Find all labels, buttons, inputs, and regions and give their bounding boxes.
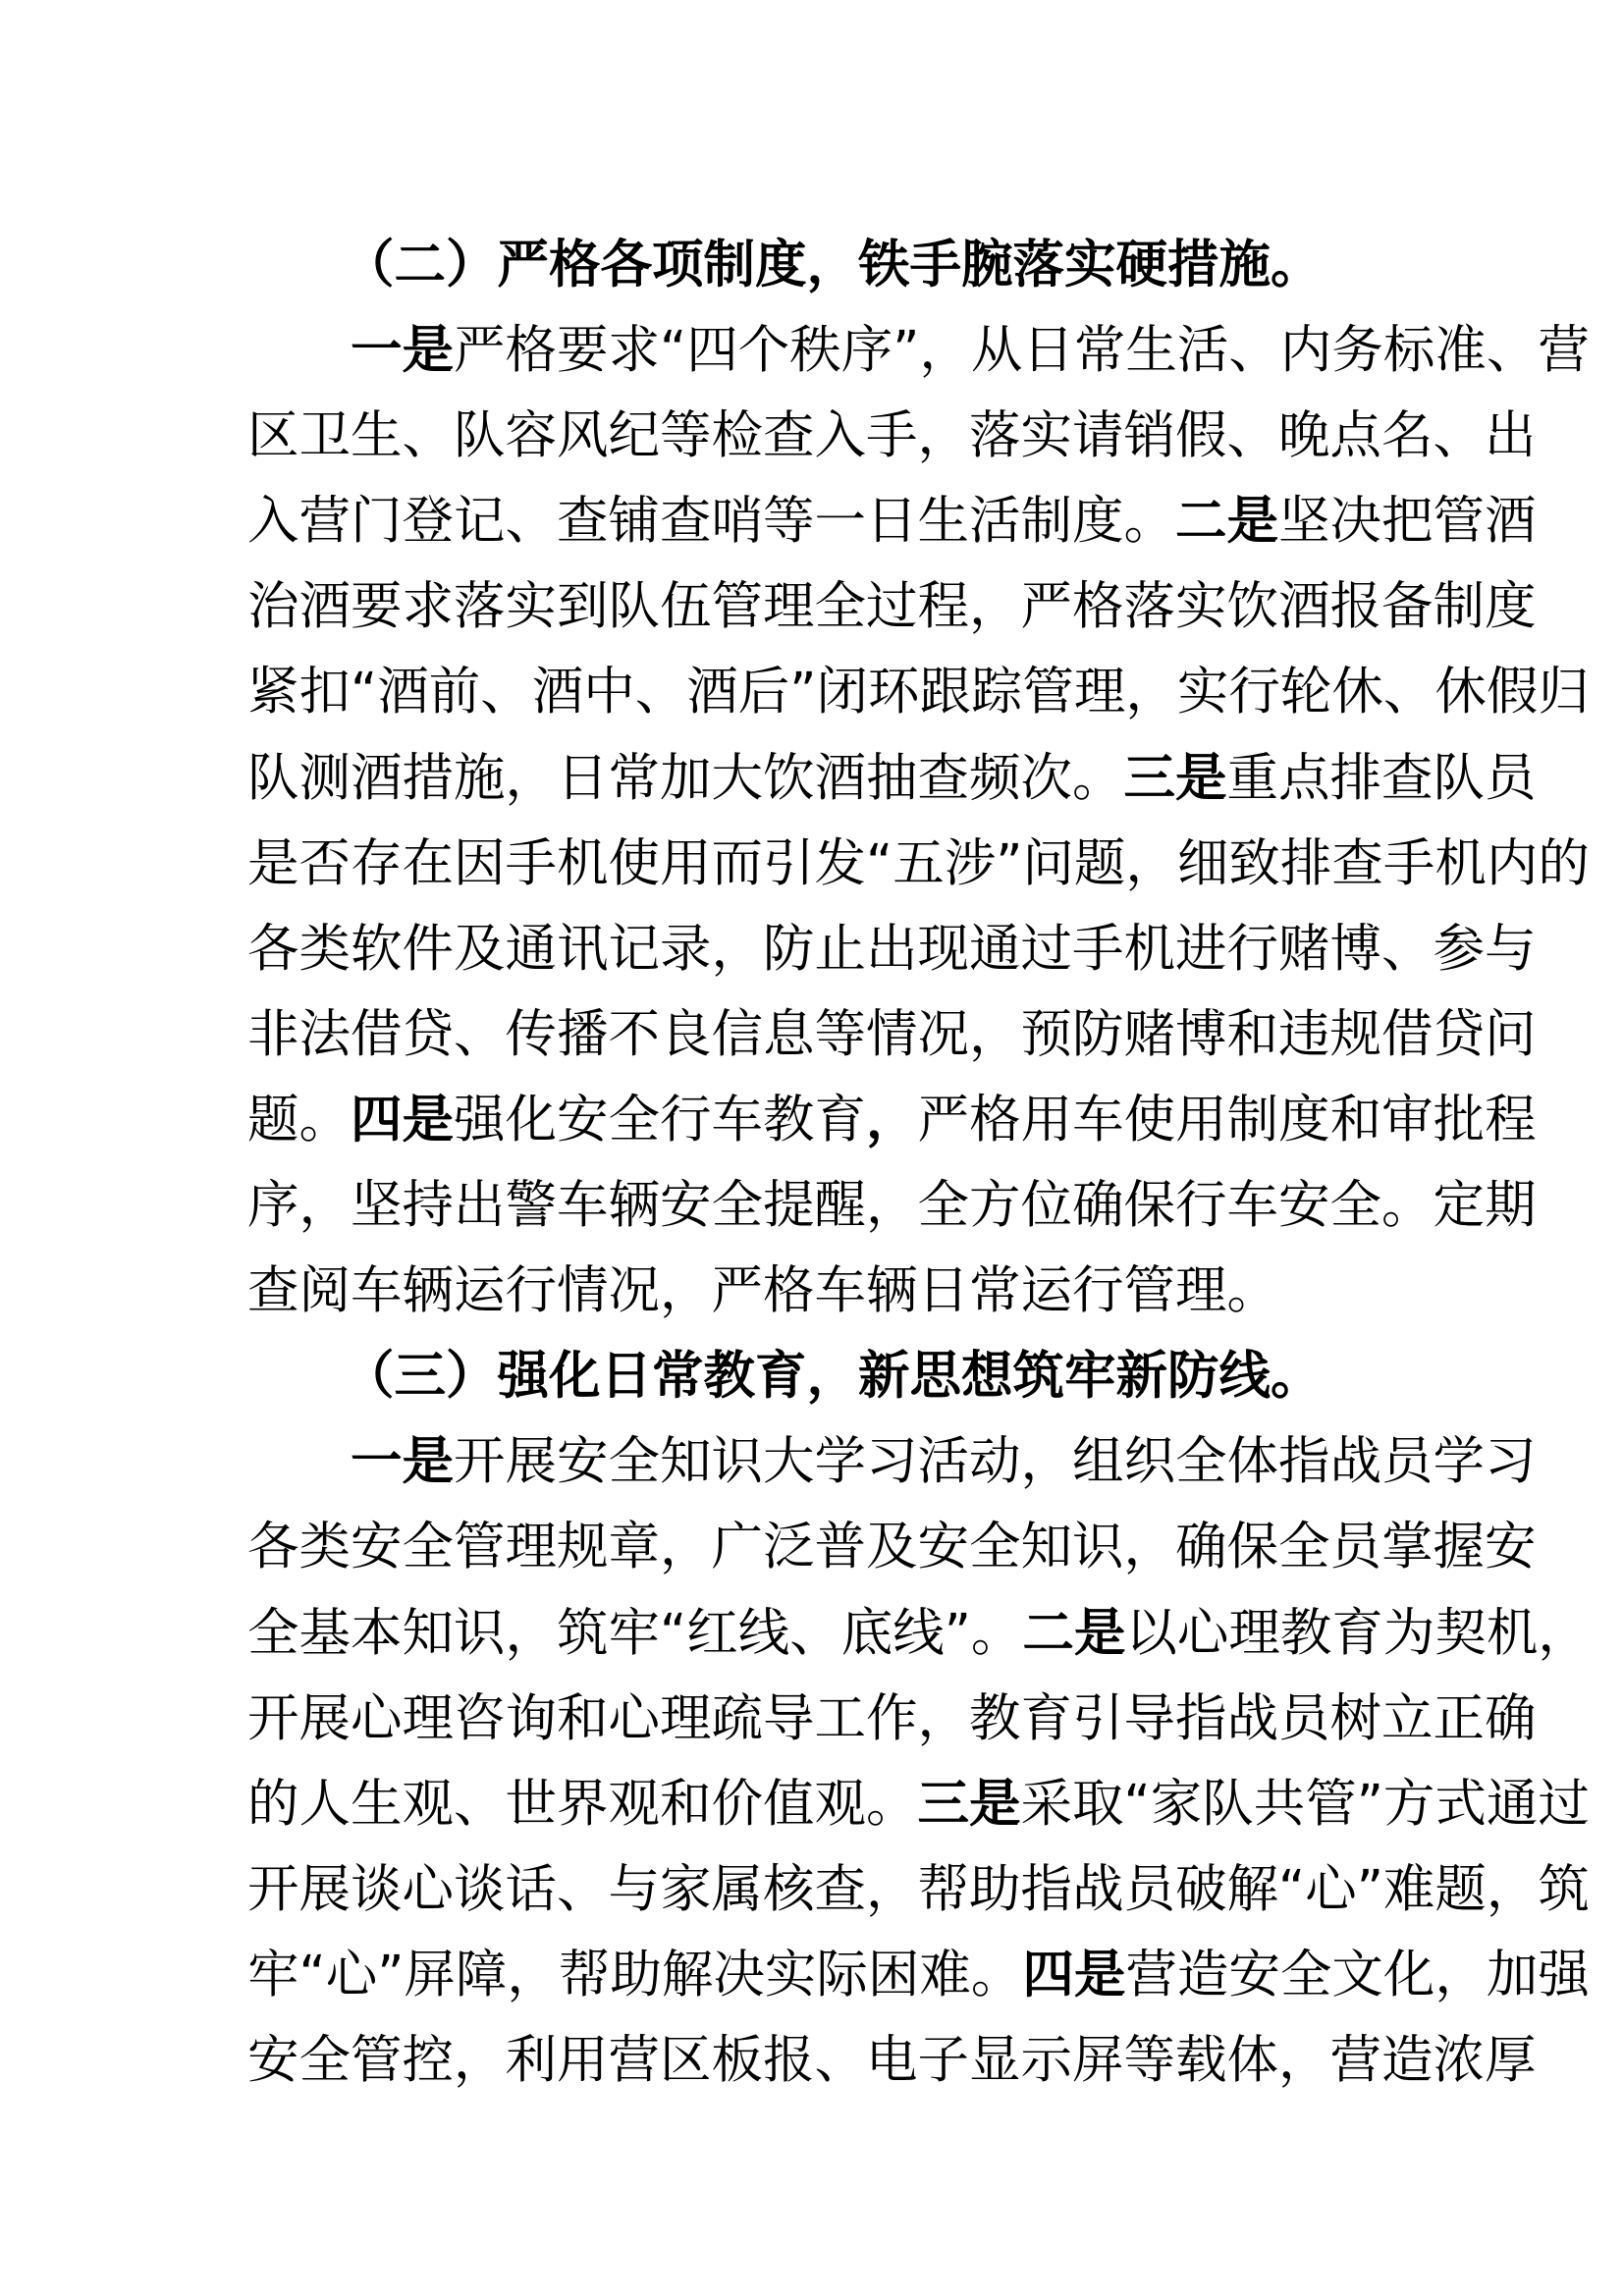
- paragraph-line: [247, 1504, 1537, 1589]
- paragraph-line: [247, 563, 1537, 649]
- body-text: 强化安全行车教育: [454, 1089, 867, 1149]
- paragraph-line: [247, 1932, 1590, 2017]
- paragraph-line: [247, 906, 1537, 991]
- body-text: 开展心理咨询和心理疏导工作，教育引导指战员树立正确: [247, 1687, 1537, 1748]
- paragraph-line: [247, 1846, 1590, 1932]
- bold-text: ，: [866, 1089, 918, 1149]
- body-text: 以心理教育为契机，: [1125, 1602, 1590, 1663]
- bold-text: 二是: [1022, 1602, 1126, 1663]
- bold-text: 四是: [1022, 1944, 1126, 2004]
- paragraph-line: [247, 1248, 1391, 1333]
- bold-text: （三）强化日常教育，新思想筑牢新防线。: [343, 1346, 1323, 1407]
- bold-text: 三是: [1123, 747, 1227, 808]
- body-text: 安全管控，利用营区板报、电子显示屏等载体，营造浓厚: [247, 2029, 1537, 2090]
- paragraph-line: [247, 735, 1537, 821]
- body-text: 牢“心”屏障，帮助解决实际困难。: [247, 1944, 1023, 2004]
- body-text: 题。: [247, 1089, 352, 1149]
- paragraph-line: [247, 478, 1537, 563]
- section-heading: [247, 222, 1391, 307]
- section-heading: [247, 1333, 1391, 1418]
- paragraph-line: [247, 991, 1537, 1077]
- document-body: [247, 222, 1590, 2103]
- body-text: 非法借贷、传播不良信息等情况，预防赌博和违规借贷问: [247, 1003, 1537, 1064]
- body-text: 是否存在因手机使用而引发“五涉”问题，细致排查手机内的: [247, 832, 1590, 893]
- body-text: 采取“家队共管”方式通过: [1020, 1773, 1590, 1834]
- body-text: 入营门登记、查铺查哨等一日生活制度。: [247, 491, 1176, 552]
- body-text: 营造安全文化，加强: [1125, 1944, 1590, 2004]
- body-text: 严格要求“四个秩序”，从日常生活、内务标准、营: [454, 320, 1590, 381]
- body-text: 队测酒措施，日常加大饮酒抽查频次。: [247, 747, 1124, 808]
- body-text: 开展谈心谈话、与家属核查，帮助指战员破解“心”难题，筑: [247, 1858, 1590, 1919]
- body-text: 开展安全知识大学习活动，组织全体指战员学习: [454, 1431, 1537, 1492]
- body-text: 严格用车使用制度和审批程: [917, 1089, 1537, 1149]
- bold-text: 一是: [351, 320, 455, 381]
- body-text: 各类安全管理规章，广泛普及安全知识，确保全员掌握安: [247, 1517, 1537, 1577]
- body-text: 的人生观、世界观和价值观。: [247, 1773, 918, 1834]
- bold-text: 一是: [351, 1431, 455, 1492]
- body-text: 坚决把管酒: [1278, 491, 1537, 552]
- paragraph-line: [247, 1162, 1537, 1248]
- bold-text: 二是: [1175, 491, 1279, 552]
- bold-text: （二）严格各项制度，铁手腕落实硬措施。: [343, 235, 1323, 294]
- paragraph-line: [247, 393, 1537, 478]
- paragraph-line: [247, 1418, 1537, 1504]
- paragraph-line: [247, 1590, 1590, 1676]
- body-text: 全基本知识，筑牢“红线、底线”。: [247, 1602, 1023, 1663]
- paragraph-line: [247, 307, 1590, 393]
- body-text: 治酒要求落实到队伍管理全过程，严格落实饮酒报备制度: [247, 576, 1537, 637]
- bold-text: 三是: [917, 1773, 1021, 1834]
- paragraph-line: [247, 821, 1590, 906]
- body-text: 区卫生、队容风纪等检查入手，落实请销假、晚点名、出: [247, 405, 1537, 466]
- bold-text: 四是: [351, 1089, 455, 1149]
- paragraph-line: [247, 1761, 1590, 1846]
- body-text: 序，坚持出警车辆安全提醒，全方位确保行车安全。定期: [247, 1175, 1537, 1236]
- body-text: 各类软件及通讯记录，防止出现通过手机进行赌博、参与: [247, 918, 1537, 979]
- paragraph-line: [247, 649, 1590, 734]
- body-text: 紧扣“酒前、酒中、酒后”闭环跟踪管理，实行轮休、休假归: [247, 662, 1590, 722]
- body-text: 查阅车辆运行情况，严格车辆日常运行管理。: [247, 1260, 1279, 1321]
- body-text: 重点排查队员: [1226, 747, 1537, 808]
- paragraph-line: [247, 2017, 1537, 2103]
- paragraph-line: [247, 1077, 1537, 1162]
- paragraph-line: [247, 1676, 1537, 1761]
